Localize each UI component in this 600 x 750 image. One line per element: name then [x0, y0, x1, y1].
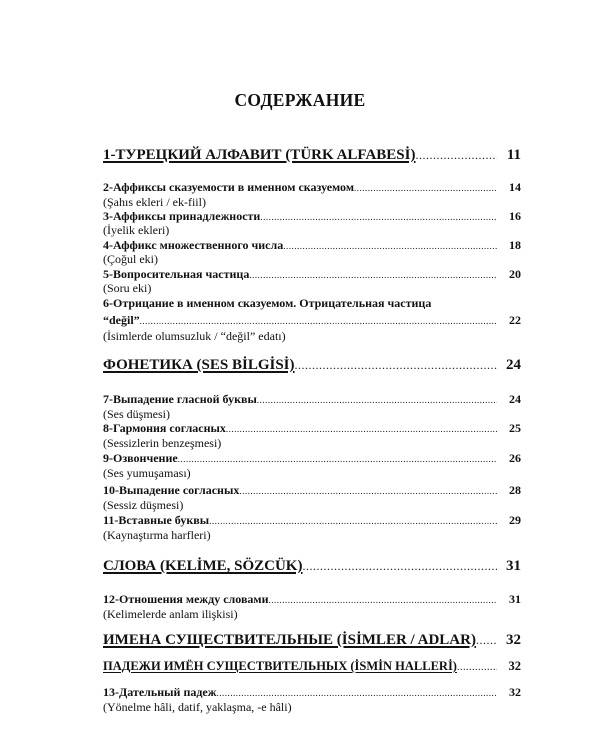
toc-label: ПАДЕЖИ ИМЁН СУЩЕСТВИТЕЛЬНЫХ (İSMİN HALLERİ)	[103, 659, 457, 673]
toc-page-number: 28	[509, 483, 521, 497]
toc-turkish-subtitle: (Soru eki)	[103, 281, 152, 295]
toc-item	[103, 483, 521, 498]
toc-label: 10-Выпадение согласных	[103, 483, 240, 497]
toc-page-number: 18	[509, 238, 521, 252]
toc-item	[103, 421, 521, 436]
toc-label: 1-ТУРЕЦКИЙ АЛФАВИТ (TÜRK ALFABESİ)	[103, 147, 416, 163]
toc-page-number: 20	[509, 267, 521, 281]
toc-label: ИМЕНА СУЩЕСТВИТЕЛЬНЫЕ (İSİMLER / ADLAR)	[103, 632, 476, 648]
toc-label: 5-Вопросительная частица	[103, 267, 250, 281]
toc-item	[103, 267, 521, 282]
toc-item	[103, 313, 521, 328]
toc-turkish-subtitle: (Ses yumuşaması)	[103, 466, 191, 480]
toc-label: 7-Выпадение гласной буквы	[103, 392, 257, 406]
toc-page-number: 24	[509, 392, 521, 406]
toc-page-number: 31	[506, 558, 521, 574]
toc-turkish-subtitle: (Ses düşmesi)	[103, 407, 170, 421]
toc-page-number: 16	[509, 209, 521, 223]
toc-page-number: 26	[509, 451, 521, 465]
toc-item	[103, 513, 521, 528]
toc-page-number: 14	[509, 180, 521, 194]
toc-item	[103, 685, 521, 700]
toc-label: 8-Гармония согласных	[103, 421, 226, 435]
toc-turkish-subtitle: (Kelimelerde anlam ilişkisi)	[103, 607, 238, 621]
toc-page-number: 24	[506, 357, 521, 373]
toc-section-phonetics	[103, 357, 521, 374]
toc-section-alphabet	[103, 147, 521, 164]
toc-section-cases	[103, 659, 521, 674]
toc-item	[103, 238, 521, 253]
toc-page-number: 31	[509, 592, 521, 606]
toc-page-number: 32	[506, 632, 521, 648]
toc-section-nouns	[103, 632, 521, 649]
toc-page-number: 25	[509, 421, 521, 435]
toc-label: 12-Отношения между словами	[103, 592, 269, 606]
toc-item	[103, 180, 521, 195]
toc-item	[103, 209, 521, 224]
toc-turkish-subtitle: (Kaynaştırma harfleri)	[103, 528, 211, 542]
toc-label: 3-Аффиксы принадлежности	[103, 209, 261, 223]
toc-turkish-subtitle: (İyelik ekleri)	[103, 223, 170, 237]
toc-page-number: 32	[509, 685, 521, 699]
toc-label: ФОНЕТИКА (SES BİLGİSİ)	[103, 357, 295, 373]
toc-item	[103, 392, 521, 407]
toc-label: 13-Дательный падеж	[103, 685, 217, 699]
toc-label: “değil”	[103, 313, 140, 327]
toc-section-words	[103, 558, 521, 575]
toc-label-line1: 6-Отрицание в именном сказуемом. Отрицательная частица	[103, 296, 432, 310]
toc-turkish-subtitle: (Yönelme hâli, datif, yaklaşma, -e hâli)	[103, 700, 292, 714]
toc-label: 4-Аффикс множественного числа	[103, 238, 284, 252]
toc-page-number: 22	[509, 313, 521, 327]
page-title: СОДЕРЖАНИЕ	[234, 90, 366, 110]
toc-label: СЛОВА (KELİME, SÖZCÜK)	[103, 558, 303, 574]
toc-label: 2-Аффиксы сказуемости в именном сказуемом	[103, 180, 354, 194]
toc-page-number: 29	[509, 513, 521, 527]
toc-page-number: 32	[508, 659, 521, 673]
toc-item	[103, 451, 521, 466]
toc-turkish-subtitle: (İsimlerde olumsuzluk / “değil” edatı)	[103, 329, 286, 343]
toc-label: 9-Озвончение	[103, 451, 178, 465]
toc-label: 11-Вставные буквы	[103, 513, 210, 527]
toc-turkish-subtitle: (Sessizlerin benzeşmesi)	[103, 436, 222, 450]
toc-item	[103, 592, 521, 607]
toc-turkish-subtitle: (Sessiz düşmesi)	[103, 498, 184, 512]
toc-turkish-subtitle: (Şahıs ekleri / ek-fiil)	[103, 195, 206, 209]
toc-page-number: 11	[506, 147, 521, 163]
toc-turkish-subtitle: (Çoğul eki)	[103, 252, 158, 266]
